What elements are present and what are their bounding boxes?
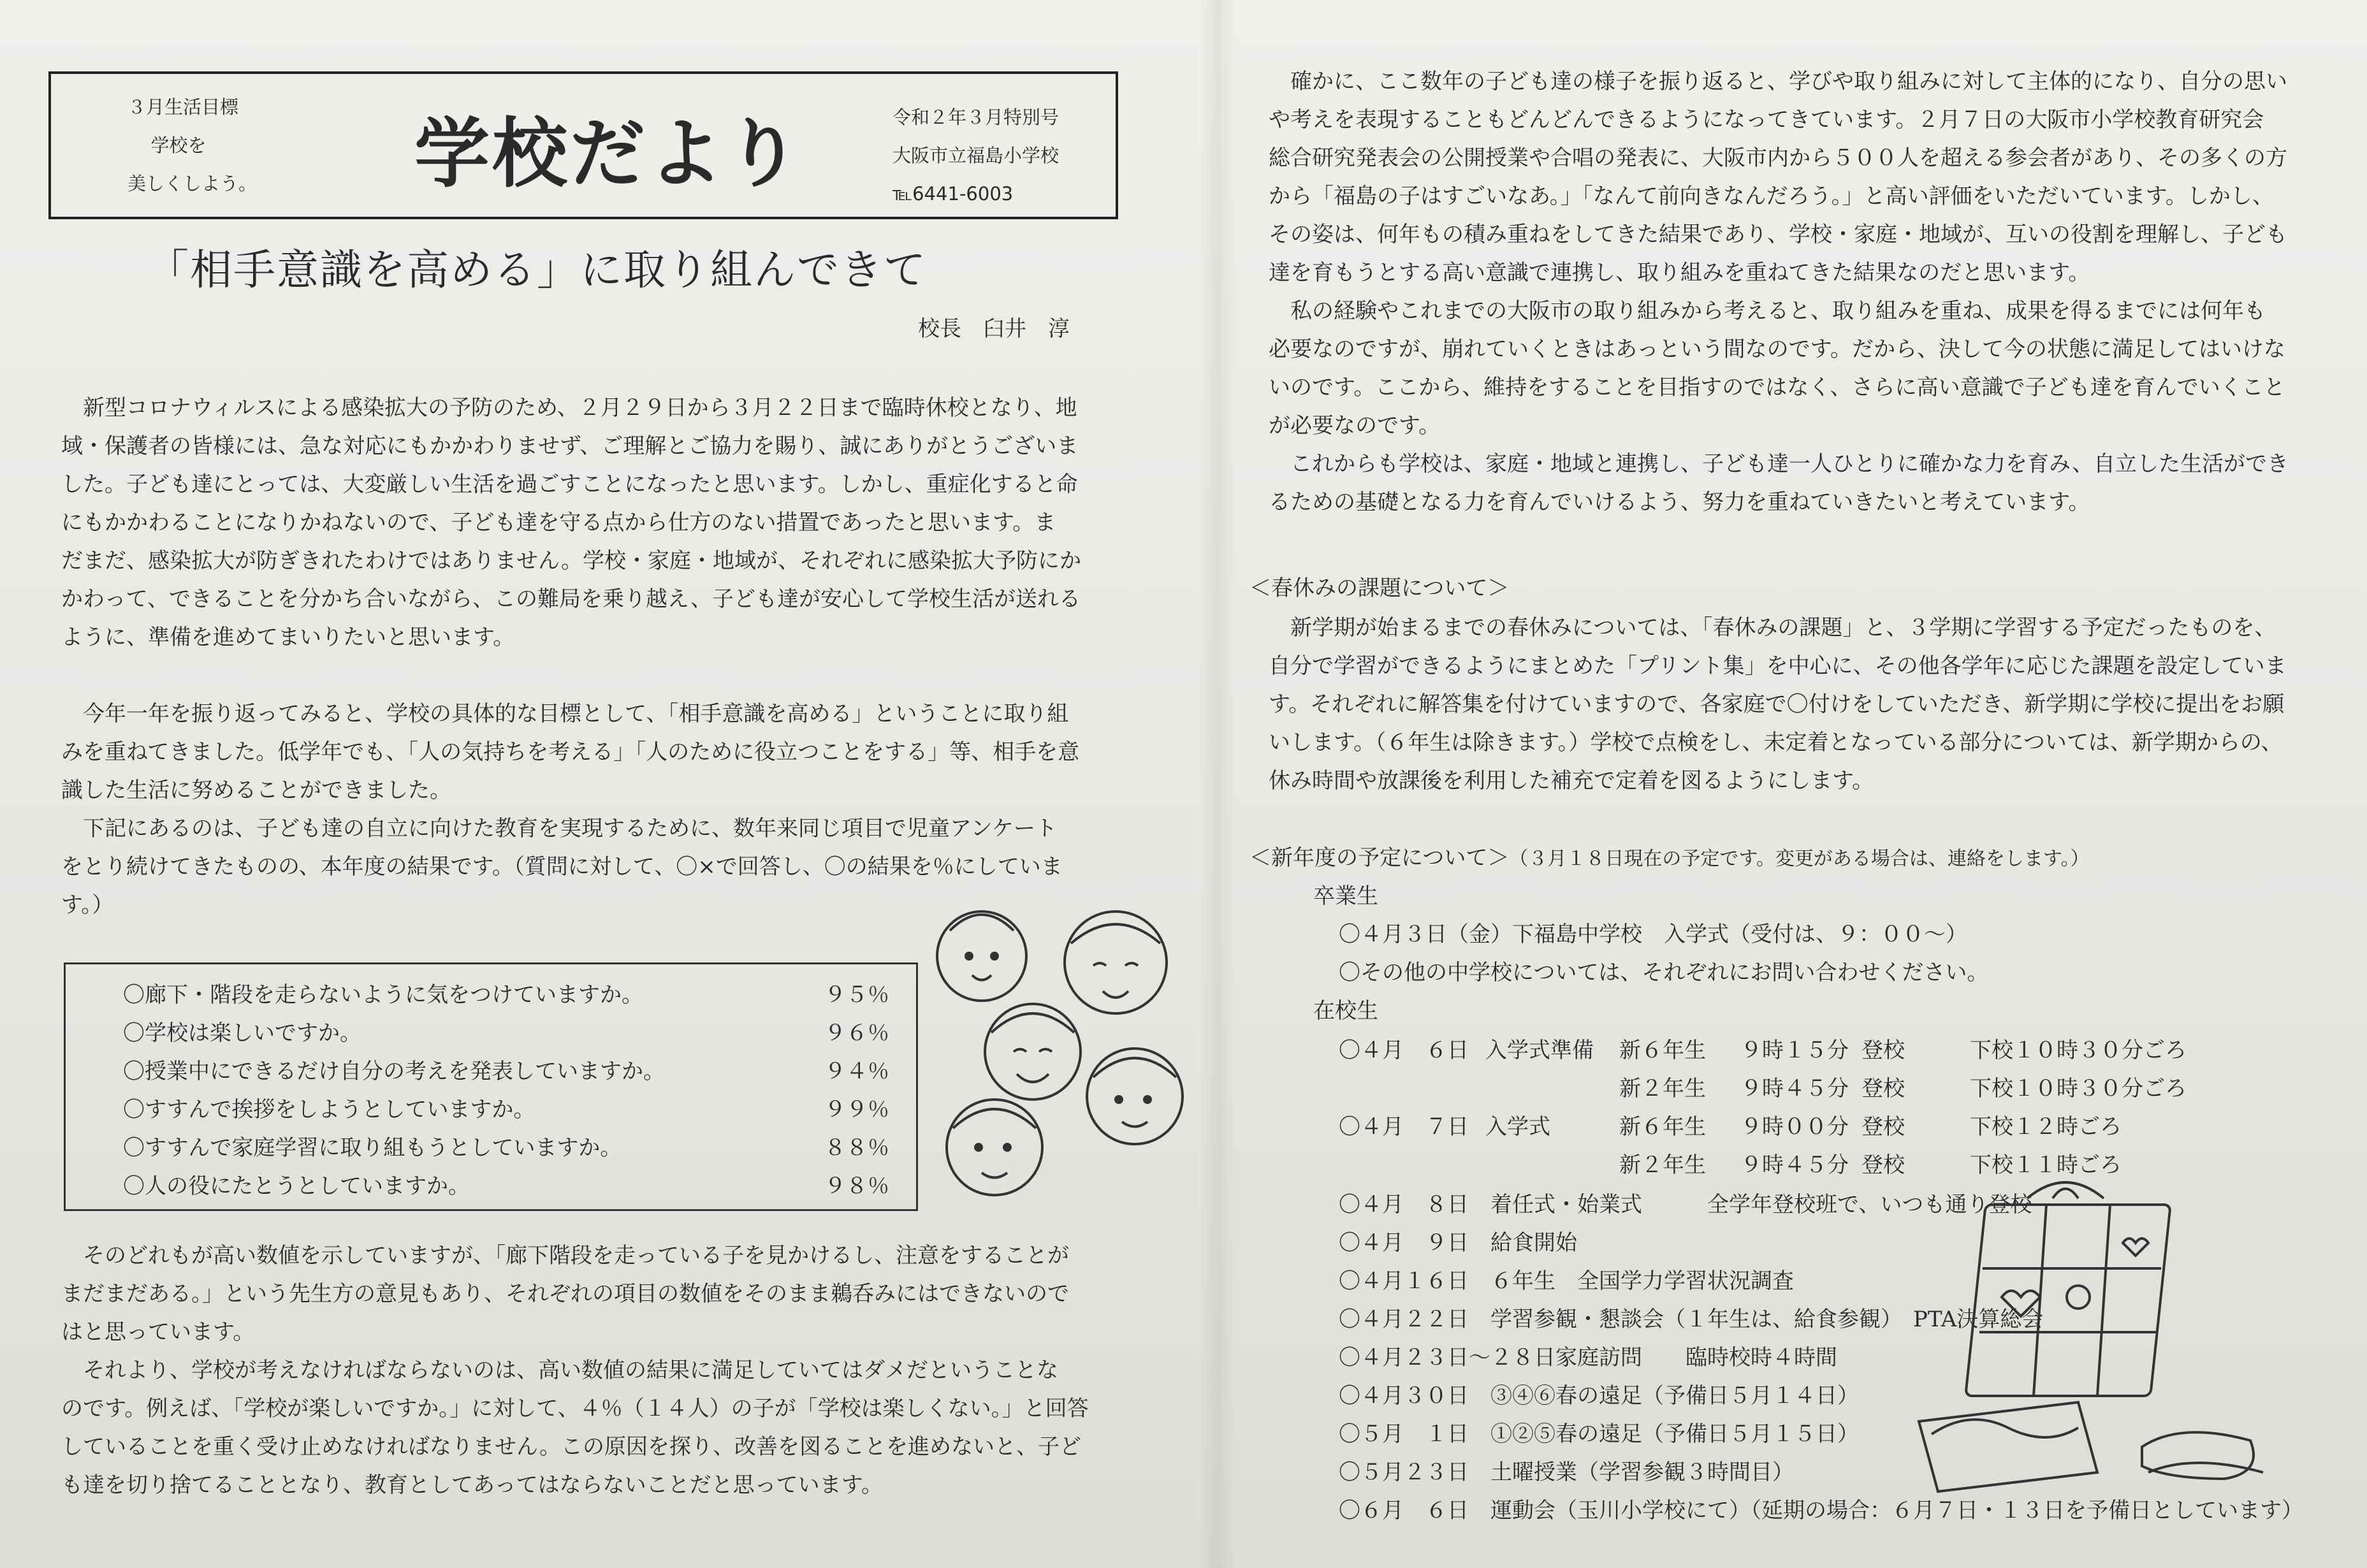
schedule-item: 〇６月 ６日 運動会（玉川小学校にて）（延期の場合：６月７日・１３日を予備日としています） — [1339, 1498, 2303, 1523]
text-line: 達を育もうとする高い意識で連携し、取り組みを重ねてきた結果なのだと思います。 — [1269, 260, 2090, 286]
paragraph-intro — [61, 389, 1132, 657]
survey-percent: ９９％ — [824, 1097, 889, 1122]
schedule-item: 〇４月 ９日 給食開始 — [1339, 1230, 1577, 1256]
schedule-item: 〇４月１６日 ６年生 全国学力学習状況調査 — [1339, 1268, 1794, 1294]
text-line: も達を切り捨てることとなり、教育としてあってはならないことだと思っています。 — [61, 1472, 883, 1498]
text-line: 必要なのですが、崩れていくときはあっという間なのです。だから、決して今の状態に満足してはいけな — [1269, 337, 2285, 362]
text-line: これからも学校は、家庭・地域と連携し、子ども達一人ひとりに確かな力を育み、自立した生活ができ — [1269, 451, 2289, 477]
text-line: ように、準備を進めてまいりたいと思います。 — [61, 625, 515, 650]
survey-percent: ８８％ — [824, 1135, 889, 1161]
survey-row — [123, 1015, 889, 1047]
schedule-leave: 下校１１時ごろ — [1970, 1152, 2122, 1178]
survey-percent: ９６％ — [824, 1020, 889, 1046]
schedule-leave: 下校１０時３０分ごろ — [1970, 1038, 2187, 1063]
heart-icon — [2002, 1291, 2040, 1316]
face-girl-icon — [937, 911, 1026, 1001]
schedule-row — [1339, 1033, 2187, 1064]
text-line: した。子ども達にとっては、大変厳しい生活を過ごすことになったと思います。しかし、重症化すると命 — [61, 472, 1078, 497]
schedule-item: 〇５月２３日 土曜授業（学習参観３時間目） — [1339, 1460, 1794, 1485]
children-faces-illustration — [924, 886, 1205, 1217]
schedule-date: 〇４月 ７日 — [1339, 1114, 1469, 1140]
schedule-time: ９時４５分 — [1740, 1152, 1849, 1178]
text-line: のです。例えば、「学校が楽しいですか。」に対して、４％（１４人）の子が「学校は楽しくない。」と回答 — [61, 1396, 1089, 1421]
survey-percent: ９５％ — [824, 982, 889, 1008]
schedule-item: 〇４月３０日 ③④⑥春の遠足（予備日５月１４日） — [1339, 1383, 1859, 1409]
face-child-bottom-icon — [947, 1100, 1042, 1195]
bag-handle-icon — [2027, 1182, 2104, 1198]
schedule-leave: 下校１２時ごろ — [1970, 1114, 2122, 1140]
spring-homework-heading: ＜春休みの課題について＞ — [1249, 576, 1510, 601]
spring-homework-text — [1269, 609, 2346, 800]
schedule-item: 〇４月２２日 学習参観・懇談会（１年生は、給食参観） PTA決算総会 — [1339, 1307, 2044, 1332]
schedule-item: 〇５月 １日 ①②⑤春の遠足（予備日５月１５日） — [1339, 1421, 1859, 1447]
survey-question: 〇すすんで挨拶をしようとしていますか。 — [123, 1097, 535, 1122]
survey-row — [123, 1054, 889, 1085]
graduate-item: 〇４月３日（金）下福島中学校 入学式（受付は、９：００～） — [1339, 922, 1967, 947]
text-line: いのです。ここから、維持をすることを目指すのではなく、さらに高い意識で子ども達を育んでいくこと — [1269, 375, 2285, 400]
goal-line: 美しくしよう。 — [127, 173, 258, 194]
goal-line: ３月生活目標 — [127, 96, 239, 118]
schedule-grade: 新２年生 — [1619, 1076, 1706, 1101]
schedule-time: ９時１５分 — [1740, 1038, 1849, 1063]
text-line: かわって、できることを分かち合いながら、この難局を乗り越え、子ども達が安心して学校生活が送れる — [61, 586, 1081, 612]
school-name: 大阪市立福島小学校 — [892, 145, 1060, 166]
graduates-label: 卒業生 — [1313, 883, 1378, 909]
text-line: 確かに、ここ数年の子ども達の様子を振り返ると、学びや取り組みに対して主体的になり、自分の思い — [1269, 69, 2287, 94]
text-line: 下記にあるのは、子ども達の自立に向けた教育を実現するために、数年来同じ項目で児童アンケート — [61, 816, 1057, 841]
text-line: が必要なのです。 — [1269, 413, 1441, 439]
text-line: だまだ、感染拡大が防ぎきれたわけではありません。学校・家庭・地域が、それぞれに感染拡大予防にか — [61, 548, 1082, 574]
graduate-item: 〇その他の中学校については、それぞれにお問い合わせください。 — [1339, 960, 1989, 985]
current-students-label: 在校生 — [1313, 998, 1378, 1024]
paragraph-reflection — [1269, 62, 2346, 521]
masthead-box — [48, 71, 1118, 219]
text-line: 総合研究発表会の公開授業や合唱の発表に、大阪市内から５００人を超える参会者があり、その多くの方 — [1269, 145, 2287, 171]
schedule-leave: 下校１０時３０分ごろ — [1970, 1076, 2187, 1101]
schedule-grade: 新６年生 — [1619, 1114, 1706, 1140]
text-line: 今年一年を振り返ってみると、学校の具体的な目標として、「相手意識を高める」ということに取り組 — [61, 701, 1069, 727]
heart-icon — [2123, 1238, 2148, 1256]
schedule-item: 〇４月２３日～２８日家庭訪問 臨時校時４時間 — [1339, 1345, 1837, 1370]
text-line: るための基礎となる力を育んでいけるよう、努力を重ねていきたいと考えています。 — [1269, 490, 2090, 515]
survey-row — [123, 1130, 889, 1161]
schedule-note: （３月１８日現在の予定です。変更がある場合は、連絡をします。） — [1509, 848, 2090, 870]
schedule-date: 〇４月 ６日 — [1339, 1038, 1469, 1063]
article-author: 校長 臼井 淳 — [918, 316, 1070, 342]
text-line: 自分で学習ができるようにまとめた「プリント集」を中心に、その他各学年に応じた課題を設定していま — [1269, 653, 2287, 679]
survey-results-box — [64, 962, 918, 1211]
newsletter-title: 学校だより — [414, 110, 804, 198]
face-boy-right-icon — [1087, 1049, 1183, 1144]
schedule-event: 入学式 — [1485, 1114, 1550, 1140]
text-line: 新型コロナウィルスによる感染拡大の予防のため、２月２９日から３月２２日まで臨時休校となり、地 — [61, 395, 1077, 421]
paragraph-analysis — [61, 1237, 1132, 1504]
issue-label: 令和２年３月特別号 — [892, 106, 1060, 128]
schedule-row — [1339, 1109, 2122, 1140]
text-line: その姿は、何年もの積み重ねをしてきた結果であり、学校・家庭・地域が、互いの役割を理解し、子ども — [1269, 222, 2287, 247]
survey-question: 〇すすんで家庭学習に取り組もうとしていますか。 — [123, 1135, 622, 1161]
pencil-case-icon — [1919, 1402, 2097, 1492]
text-line: す。それぞれに解答集を付けていますので、各家庭で〇付けをしていただき、新学期に学校に提出をお願 — [1269, 692, 2285, 717]
article-title: 「相手意識を高める」に取り組んできて — [147, 245, 927, 294]
text-line: にもかかわることになりかねないので、子ども達を守る点から仕方のない措置であったと思います。ま — [61, 510, 1056, 535]
school-bag-illustration — [1893, 1173, 2276, 1517]
circle-icon — [2067, 1286, 2090, 1309]
survey-question: 〇人の役にたとうとしていますか。 — [123, 1173, 470, 1199]
text-line: す。） — [61, 892, 114, 918]
schedule-act: 登校 — [1861, 1076, 1905, 1101]
text-line: 新学期が始まるまでの春休みについては、「春休みの課題」と、３学期に学習する予定だったものを、 — [1269, 615, 2276, 641]
schedule-act: 登校 — [1861, 1152, 1905, 1178]
schedule-grade: 新６年生 — [1619, 1038, 1706, 1063]
text-line: まだまだある。」という先生方の意見もあり、それぞれの項目の数値をそのまま鵜呑みにはできないので — [61, 1281, 1069, 1307]
monthly-goal — [127, 88, 258, 203]
text-line: や考えを表現することもどんどんできるようになってきています。２月７日の大阪市小学校教育研究会 — [1269, 107, 2264, 133]
schedule-time: ９時００分 — [1740, 1114, 1849, 1140]
school-info — [892, 98, 1059, 213]
survey-row — [123, 977, 889, 1008]
school-phone: ℡6441-6003 — [892, 183, 1014, 205]
survey-question: 〇学校は楽しいですか。 — [123, 1020, 361, 1046]
text-line: していることを重く受け止めなければなりません。この原因を探り、改善を図ることを進めないと、子ど — [61, 1434, 1082, 1460]
text-line: 識した生活に努めることができました。 — [61, 778, 451, 803]
paper-fold-shadow — [1198, 0, 1237, 1568]
text-line: 域・保護者の皆様には、急な対応にもかかわりませず、ご理解とご協力を賜り、誠にありがとうございま — [61, 433, 1079, 459]
shoe-icon — [2142, 1432, 2254, 1479]
text-line: から「福島の子はすごいなあ。」「なんて前向きなんだろう。」と高い評価をいただいています。しかし、 — [1269, 184, 2274, 209]
survey-row — [123, 1092, 889, 1123]
face-smiling-child-icon — [985, 1004, 1081, 1100]
text-line: をとり続けてきたものの、本年度の結果です。（質問に対して、〇×で回答し、〇の結果を％にしていま — [61, 854, 1063, 880]
text-line: 休み時間や放課後を利用した補充で定着を図るようにします。 — [1269, 768, 1874, 794]
survey-percent: ９８％ — [824, 1173, 889, 1199]
goal-line: 学校を — [150, 134, 207, 156]
face-boy-icon — [1065, 911, 1167, 1013]
schedule-act: 登校 — [1861, 1038, 1905, 1063]
text-line: みを重ねてきました。低学年でも、「人の気持ちを考える」「人のために役立つことをする」等、相手を意 — [61, 739, 1080, 765]
text-line: はと思っています。 — [61, 1319, 255, 1345]
schedule-item: 〇４月 ８日 着任式・始業式 全学年登校班で、いつも通り登校 — [1339, 1192, 2032, 1217]
text-line: 私の経験やこれまでの大阪市の取り組みから考えると、取り組みを重ね、成果を得るまでには何年も — [1269, 298, 2266, 324]
text-line: いします。（６年生は除きます。）学校で点検をし、未定着となっている部分については、新学期からの、 — [1269, 730, 2283, 755]
schedule-title: ＜新年度の予定について＞ — [1249, 845, 1510, 871]
text-line: それより、学校が考えなければならないのは、高い数値の結果に満足していてはダメだということな — [61, 1358, 1058, 1383]
survey-percent: ９４％ — [824, 1059, 889, 1084]
survey-row — [123, 1168, 889, 1200]
schedule-heading — [1249, 840, 2090, 871]
schedule-act: 登校 — [1861, 1114, 1905, 1140]
text-line: そのどれもが高い数値を示していますが、「廊下階段を走っている子を見かけるし、注意をすることが — [61, 1243, 1069, 1268]
survey-question: 〇廊下・階段を走らないように気をつけていますか。 — [123, 982, 643, 1008]
schedule-time: ９時４５分 — [1740, 1076, 1849, 1101]
schedule-grade: 新２年生 — [1619, 1152, 1706, 1178]
survey-question: 〇授業中にできるだけ自分の考えを発表していますか。 — [123, 1059, 665, 1084]
schedule-event: 入学式準備 — [1485, 1038, 1594, 1063]
